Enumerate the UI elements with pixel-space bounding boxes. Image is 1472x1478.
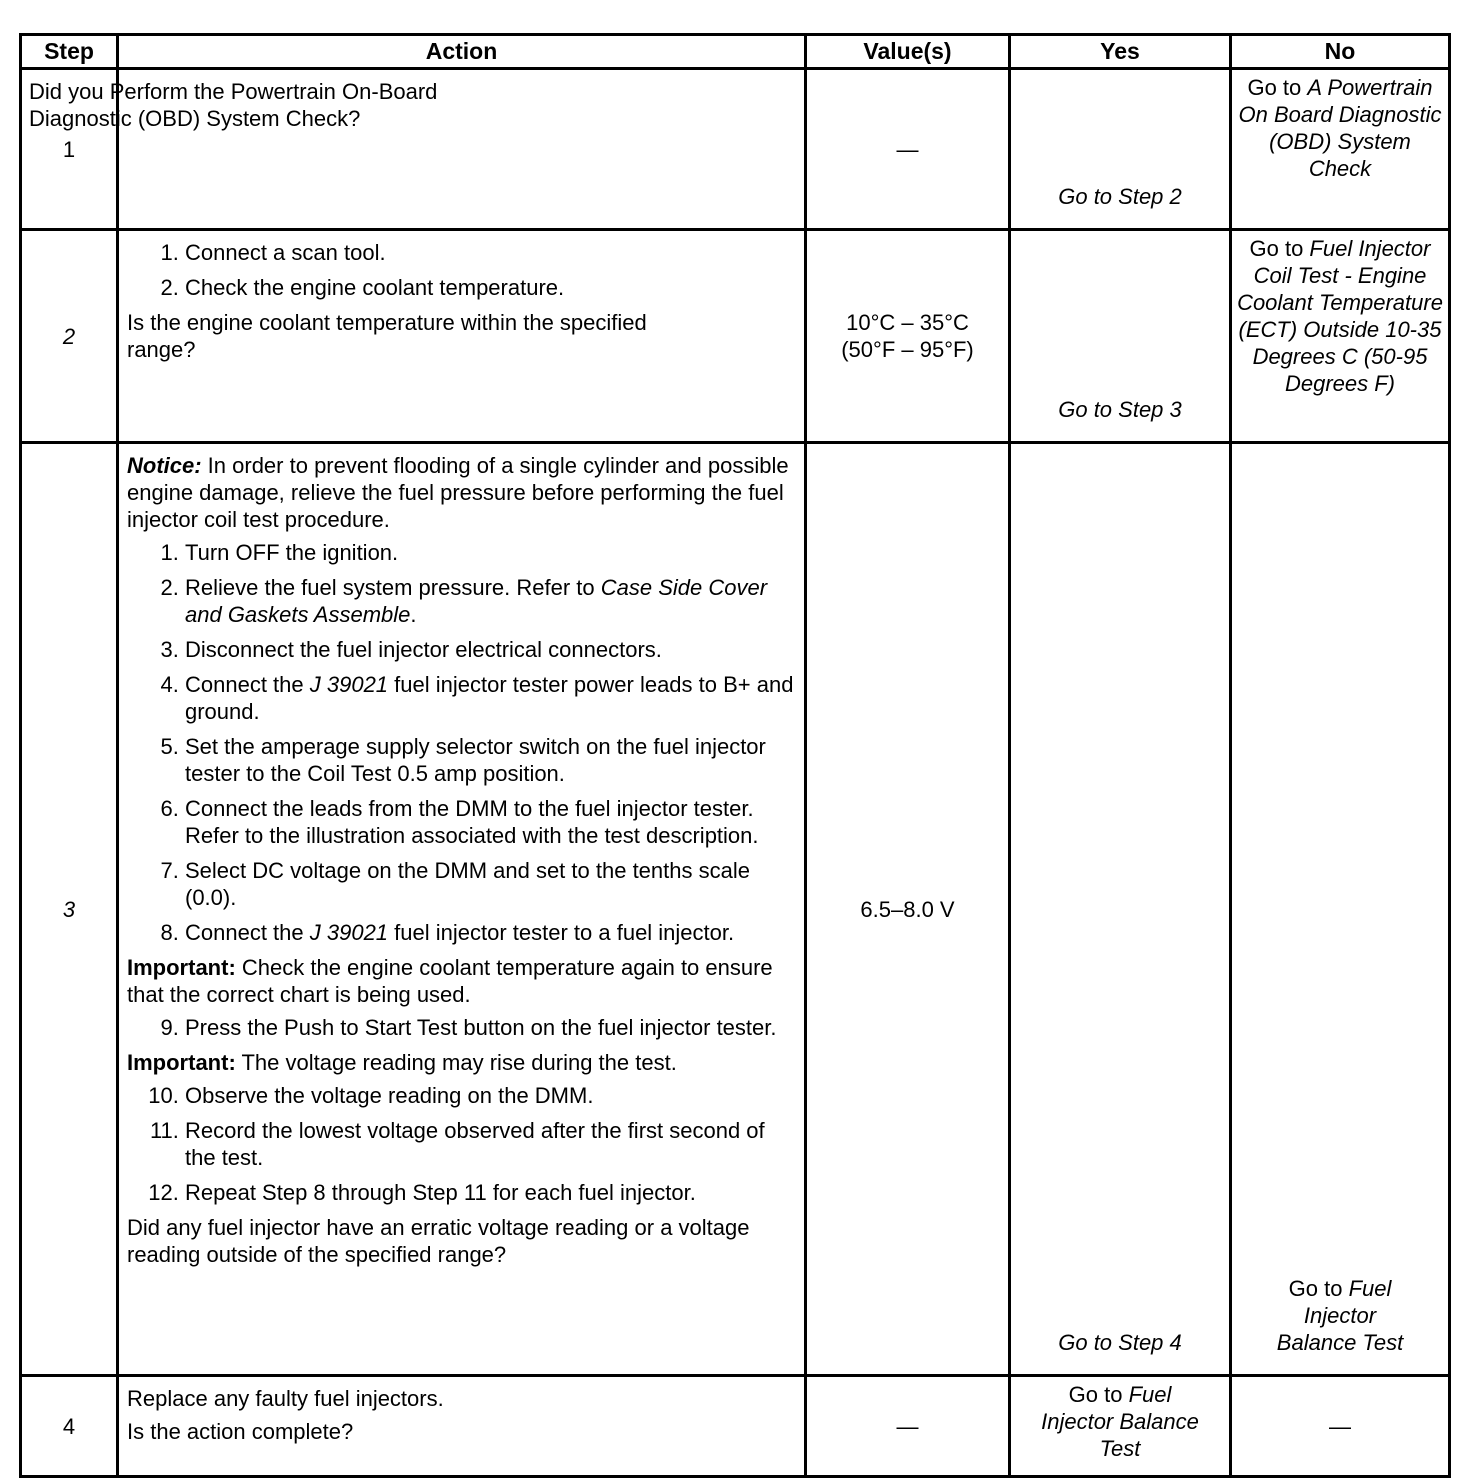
no-prefix: Go to [1247, 75, 1308, 100]
step-number: 3 [21, 443, 118, 1376]
no-link[interactable]: Fuel Injector Coil Test - Engine Coolant Temperature (ECT) Outside 10-35 Degrees C (50-95 Degrees F) [1237, 236, 1443, 396]
step-number: 1 [21, 69, 118, 230]
notice-label: Notice: [127, 453, 202, 478]
value-line: 10°C – 35°C [846, 310, 969, 335]
value-cell: 6.5–8.0 V [806, 443, 1010, 1376]
list-item [185, 919, 796, 946]
table-row-step-3 [21, 443, 1450, 1376]
action-cell [29, 69, 806, 230]
important-note [127, 1049, 796, 1076]
yes-cell [1010, 443, 1231, 1376]
yes-cell [1010, 69, 1231, 230]
no-prefix: Go to [1249, 236, 1310, 261]
no-cell [1231, 443, 1450, 1376]
action-cell [118, 1376, 806, 1477]
list-item [185, 671, 796, 725]
yes-link[interactable]: Go to Step 2 [1058, 184, 1182, 209]
important-note [127, 954, 796, 1008]
action-line: Replace any faulty fuel injectors. [127, 1386, 444, 1411]
no-cell-text [1232, 1275, 1448, 1356]
item-text: . [410, 602, 417, 627]
step-list [127, 539, 796, 946]
value-line: (50°F – 95°F) [841, 337, 974, 362]
yes-cell [1010, 230, 1231, 443]
diagnostic-table [19, 33, 1451, 1478]
question: Did any fuel injector have an erratic voltage reading or a voltage reading outside of the specified range? [127, 1215, 750, 1267]
list-item: 12. Repeat Step 8 through Step 11 for each fuel injector. [185, 1179, 796, 1206]
tool-number: J 39021 [309, 920, 389, 945]
header-values: Value(s) [806, 35, 1010, 69]
no-prefix: Go to [1288, 1276, 1349, 1301]
step-number: 2 [21, 230, 118, 443]
important-text: The voltage reading may rise during the test. [235, 1050, 677, 1075]
yes-link[interactable]: Fuel Injector Balance Test [1041, 1382, 1199, 1461]
action-cell [118, 230, 806, 443]
no-link[interactable]: A Powertrain On Board Diagnostic (OBD) System Check [1238, 75, 1442, 181]
table-row-step-1 [21, 69, 1450, 230]
reference-link[interactable]: Case Side Cover and Gaskets Assemble [185, 575, 768, 627]
table-row-step-4 [21, 1376, 1450, 1477]
step-list [127, 1082, 796, 1206]
list-item: 11. Record the lowest voltage observed after the first second of the test. [185, 1117, 796, 1171]
item-text: Connect the [185, 920, 310, 945]
item-text: Connect the [185, 672, 310, 697]
tool-number: J 39021 [309, 672, 389, 697]
list-item: 1. Turn OFF the ignition. [185, 539, 796, 566]
header-no: No [1231, 35, 1450, 69]
list-item: 3. Disconnect the fuel injector electrical connectors. [185, 636, 796, 663]
yes-link[interactable]: Go to Step 3 [1058, 397, 1182, 422]
action-line: Is the action complete? [127, 1419, 354, 1444]
header-step: Step [21, 35, 118, 69]
important-label: Important: [127, 955, 236, 980]
value-cell: — [806, 69, 1010, 230]
question: Is the engine coolant temperature within the specified range? [127, 310, 647, 362]
list-item: 7. Select DC voltage on the DMM and set to the tenths scale (0.0). [185, 857, 796, 911]
list-item [185, 574, 796, 628]
item-text: fuel injector tester to a fuel injector. [388, 920, 735, 945]
action-line: Did you Perform the Powertrain On-Board [29, 79, 438, 104]
item-text: Relieve the fuel system pressure. Refer to [185, 575, 601, 600]
list-item: 1. Connect a scan tool. [185, 239, 796, 266]
list-item: 5. Set the amperage supply selector switch on the fuel injector tester to the Coil Test 0.5 amp position. [185, 733, 796, 787]
no-cell: — [1231, 1376, 1450, 1477]
no-cell [1231, 230, 1450, 443]
yes-prefix: Go to [1068, 1382, 1129, 1407]
item-text: fuel injector tester power leads to B+ and ground. [185, 672, 794, 724]
yes-link[interactable]: Go to Step 4 [1058, 1330, 1182, 1355]
header-row [21, 35, 1450, 69]
yes-cell [1010, 1376, 1231, 1477]
step-list [127, 1014, 796, 1041]
action-cell [118, 443, 806, 1376]
no-link[interactable]: Fuel Injector Balance Test [1276, 1276, 1404, 1355]
notice-text: In order to prevent flooding of a single cylinder and possible engine damage, relieve the fuel pressure before performing the fuel injector coil test procedure. [127, 453, 789, 532]
step-list [127, 239, 796, 301]
list-item: 9. Press the Push to Start Test button on the fuel injector tester. [185, 1014, 796, 1041]
value-cell [806, 230, 1010, 443]
list-item: 10. Observe the voltage reading on the DMM. [185, 1082, 796, 1109]
action-line: Diagnostic (OBD) System Check? [29, 106, 361, 131]
header-action: Action [118, 35, 806, 69]
important-label: Important: [127, 1050, 236, 1075]
header-yes: Yes [1010, 35, 1231, 69]
step-number: 4 [21, 1376, 118, 1477]
list-item: 2. Check the engine coolant temperature. [185, 274, 796, 301]
list-item: 6. Connect the leads from the DMM to the fuel injector tester. Refer to the illustration associated with the test description. [185, 795, 796, 849]
no-cell [1231, 69, 1450, 230]
table-row-step-2 [21, 230, 1450, 443]
important-text: Check the engine coolant temperature again to ensure that the correct chart is being used. [127, 955, 773, 1007]
value-cell: — [806, 1376, 1010, 1477]
notice [127, 452, 796, 533]
